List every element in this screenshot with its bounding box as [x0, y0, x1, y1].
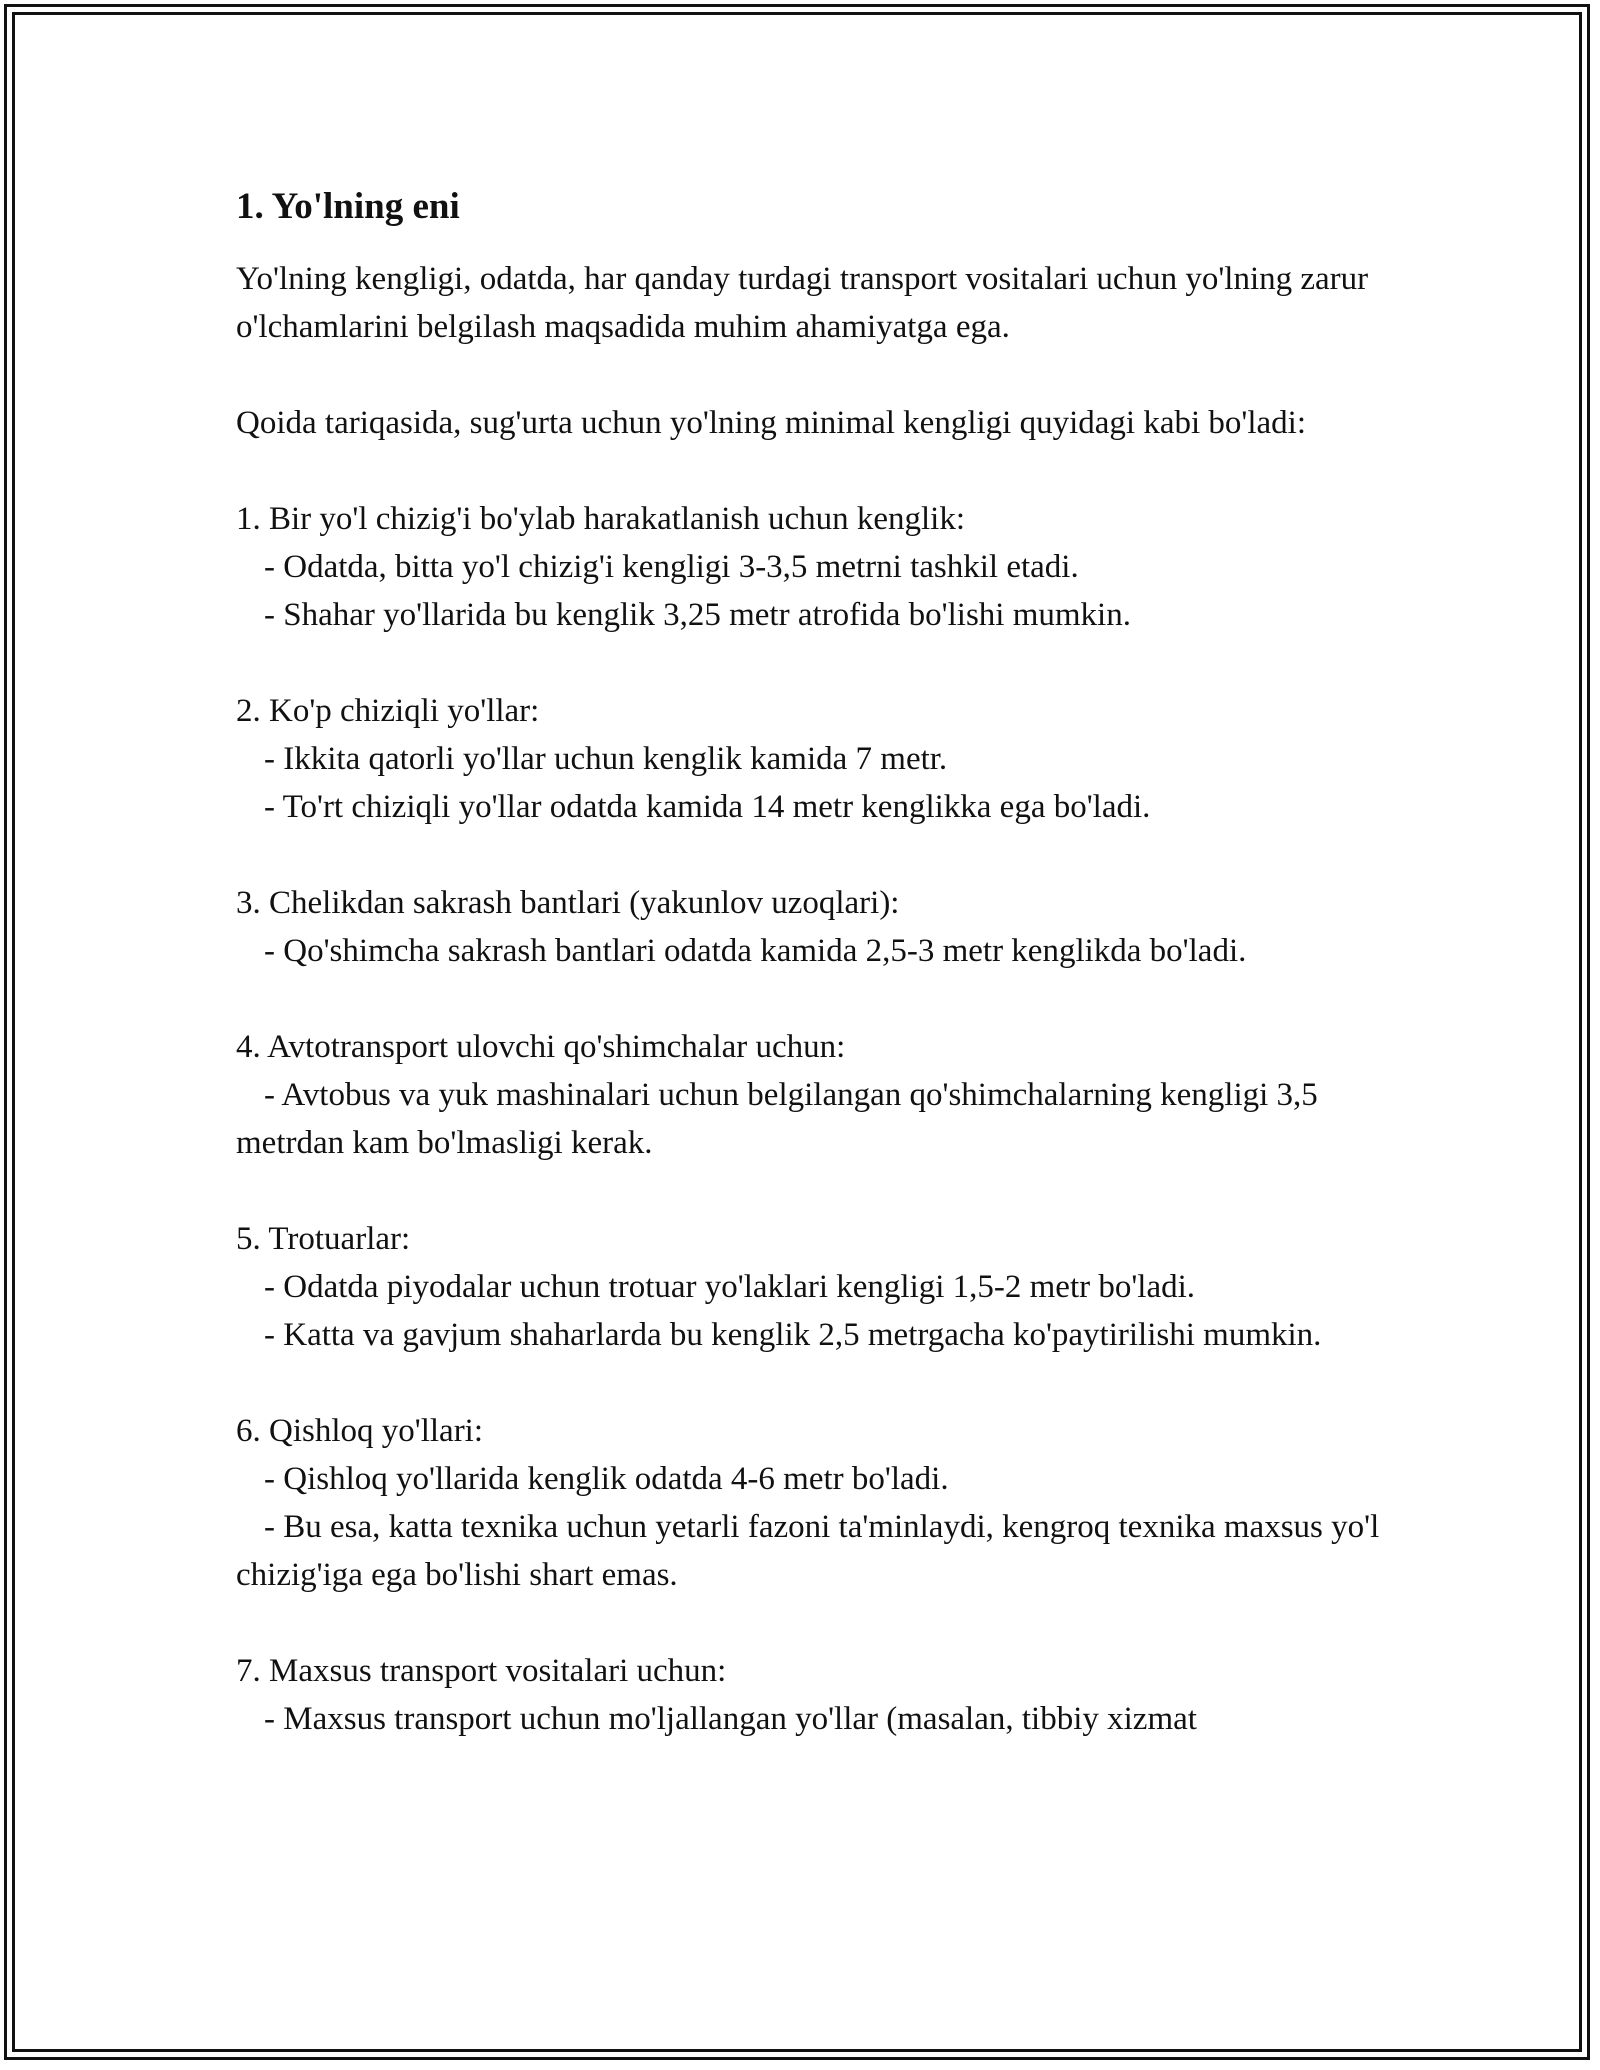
- list-item-bullet: - Katta va gavjum shaharlarda bu kenglik 2,5 metrgacha ko'paytirilishi mumkin.: [264, 1317, 1322, 1353]
- list-item-bullet: - Odatda piyodalar uchun trotuar yo'laklari kengligi 1,5-2 metr bo'ladi.: [264, 1269, 1196, 1305]
- list-item-bullet: - Bu esa, katta texnika uchun yetarli fazoni ta'minlaydi, kengroq texnika maxsus yo'l chizig'iga ega bo'lishi shart emas.: [236, 1509, 1380, 1593]
- list-item-sidewalks: [236, 1215, 1416, 1359]
- list-item-bullet: - Qishloq yo'llarida kenglik odatda 4-6 metr bo'ladi.: [264, 1461, 949, 1497]
- list-item-special-vehicles: [236, 1647, 1416, 1743]
- intro-paragraph: Qoida tariqasida, sug'urta uchun yo'lning minimal kengligi quyidagi kabi bo'ladi:: [236, 405, 1306, 441]
- list-item-rural-roads: [236, 1407, 1416, 1599]
- list-item-title: 7. Maxsus transport vositalari uchun:: [236, 1653, 727, 1689]
- list-item-title: 2. Ko'p chiziqli yo'llar:: [236, 693, 540, 729]
- list-item-bullet: - Avtobus va yuk mashinalari uchun belgilangan qo'shimchalarning kengligi 3,5 metrdan kam bo'lmasligi kerak.: [236, 1077, 1318, 1161]
- list-item-title: 4. Avtotransport ulovchi qo'shimchalar uchun:: [236, 1029, 846, 1065]
- list-item-title: 5. Trotuarlar:: [236, 1221, 411, 1257]
- list-item-lane-width: [236, 495, 1416, 639]
- list-item-bullet: - Shahar yo'llarida bu kenglik 3,25 metr atrofida bo'lishi mumkin.: [264, 597, 1131, 633]
- list-item-title: 3. Chelikdan sakrash bantlari (yakunlov uzoqlari):: [236, 885, 900, 921]
- list-item-title: 1. Bir yo'l chizig'i bo'ylab harakatlanish uchun kenglik:: [236, 501, 966, 537]
- document-body: [236, 185, 1416, 1791]
- list-item-title: 6. Qishloq yo'llari:: [236, 1413, 484, 1449]
- list-item-bullet: - Ikkita qatorli yo'llar uchun kenglik kamida 7 metr.: [264, 741, 948, 777]
- list-item-multilane-roads: [236, 687, 1416, 831]
- list-item-bullet: - Odatda, bitta yo'l chizig'i kengligi 3-3,5 metrni tashkil etadi.: [264, 549, 1079, 585]
- list-item-bullet: - Maxsus transport uchun mo'ljallangan yo'llar (masalan, tibbiy xizmat: [264, 1701, 1197, 1737]
- list-item-vehicle-additions: [236, 1023, 1416, 1167]
- list-item-bullet: - To'rt chiziqli yo'llar odatda kamida 14 metr kenglikka ega bo'ladi.: [264, 789, 1151, 825]
- section-heading: 1. Yo'lning eni: [236, 186, 460, 227]
- list-item-bullet: - Qo'shimcha sakrash bantlari odatda kamida 2,5-3 metr kenglikda bo'ladi.: [264, 933, 1247, 969]
- intro-paragraph: Yo'lning kengligi, odatda, har qanday turdagi transport vositalari uchun yo'lning zarur o'lchamlarini belgilash maqsadida muhim ahamiyatga ega.: [236, 261, 1369, 345]
- list-item-extra-lanes: [236, 879, 1416, 975]
